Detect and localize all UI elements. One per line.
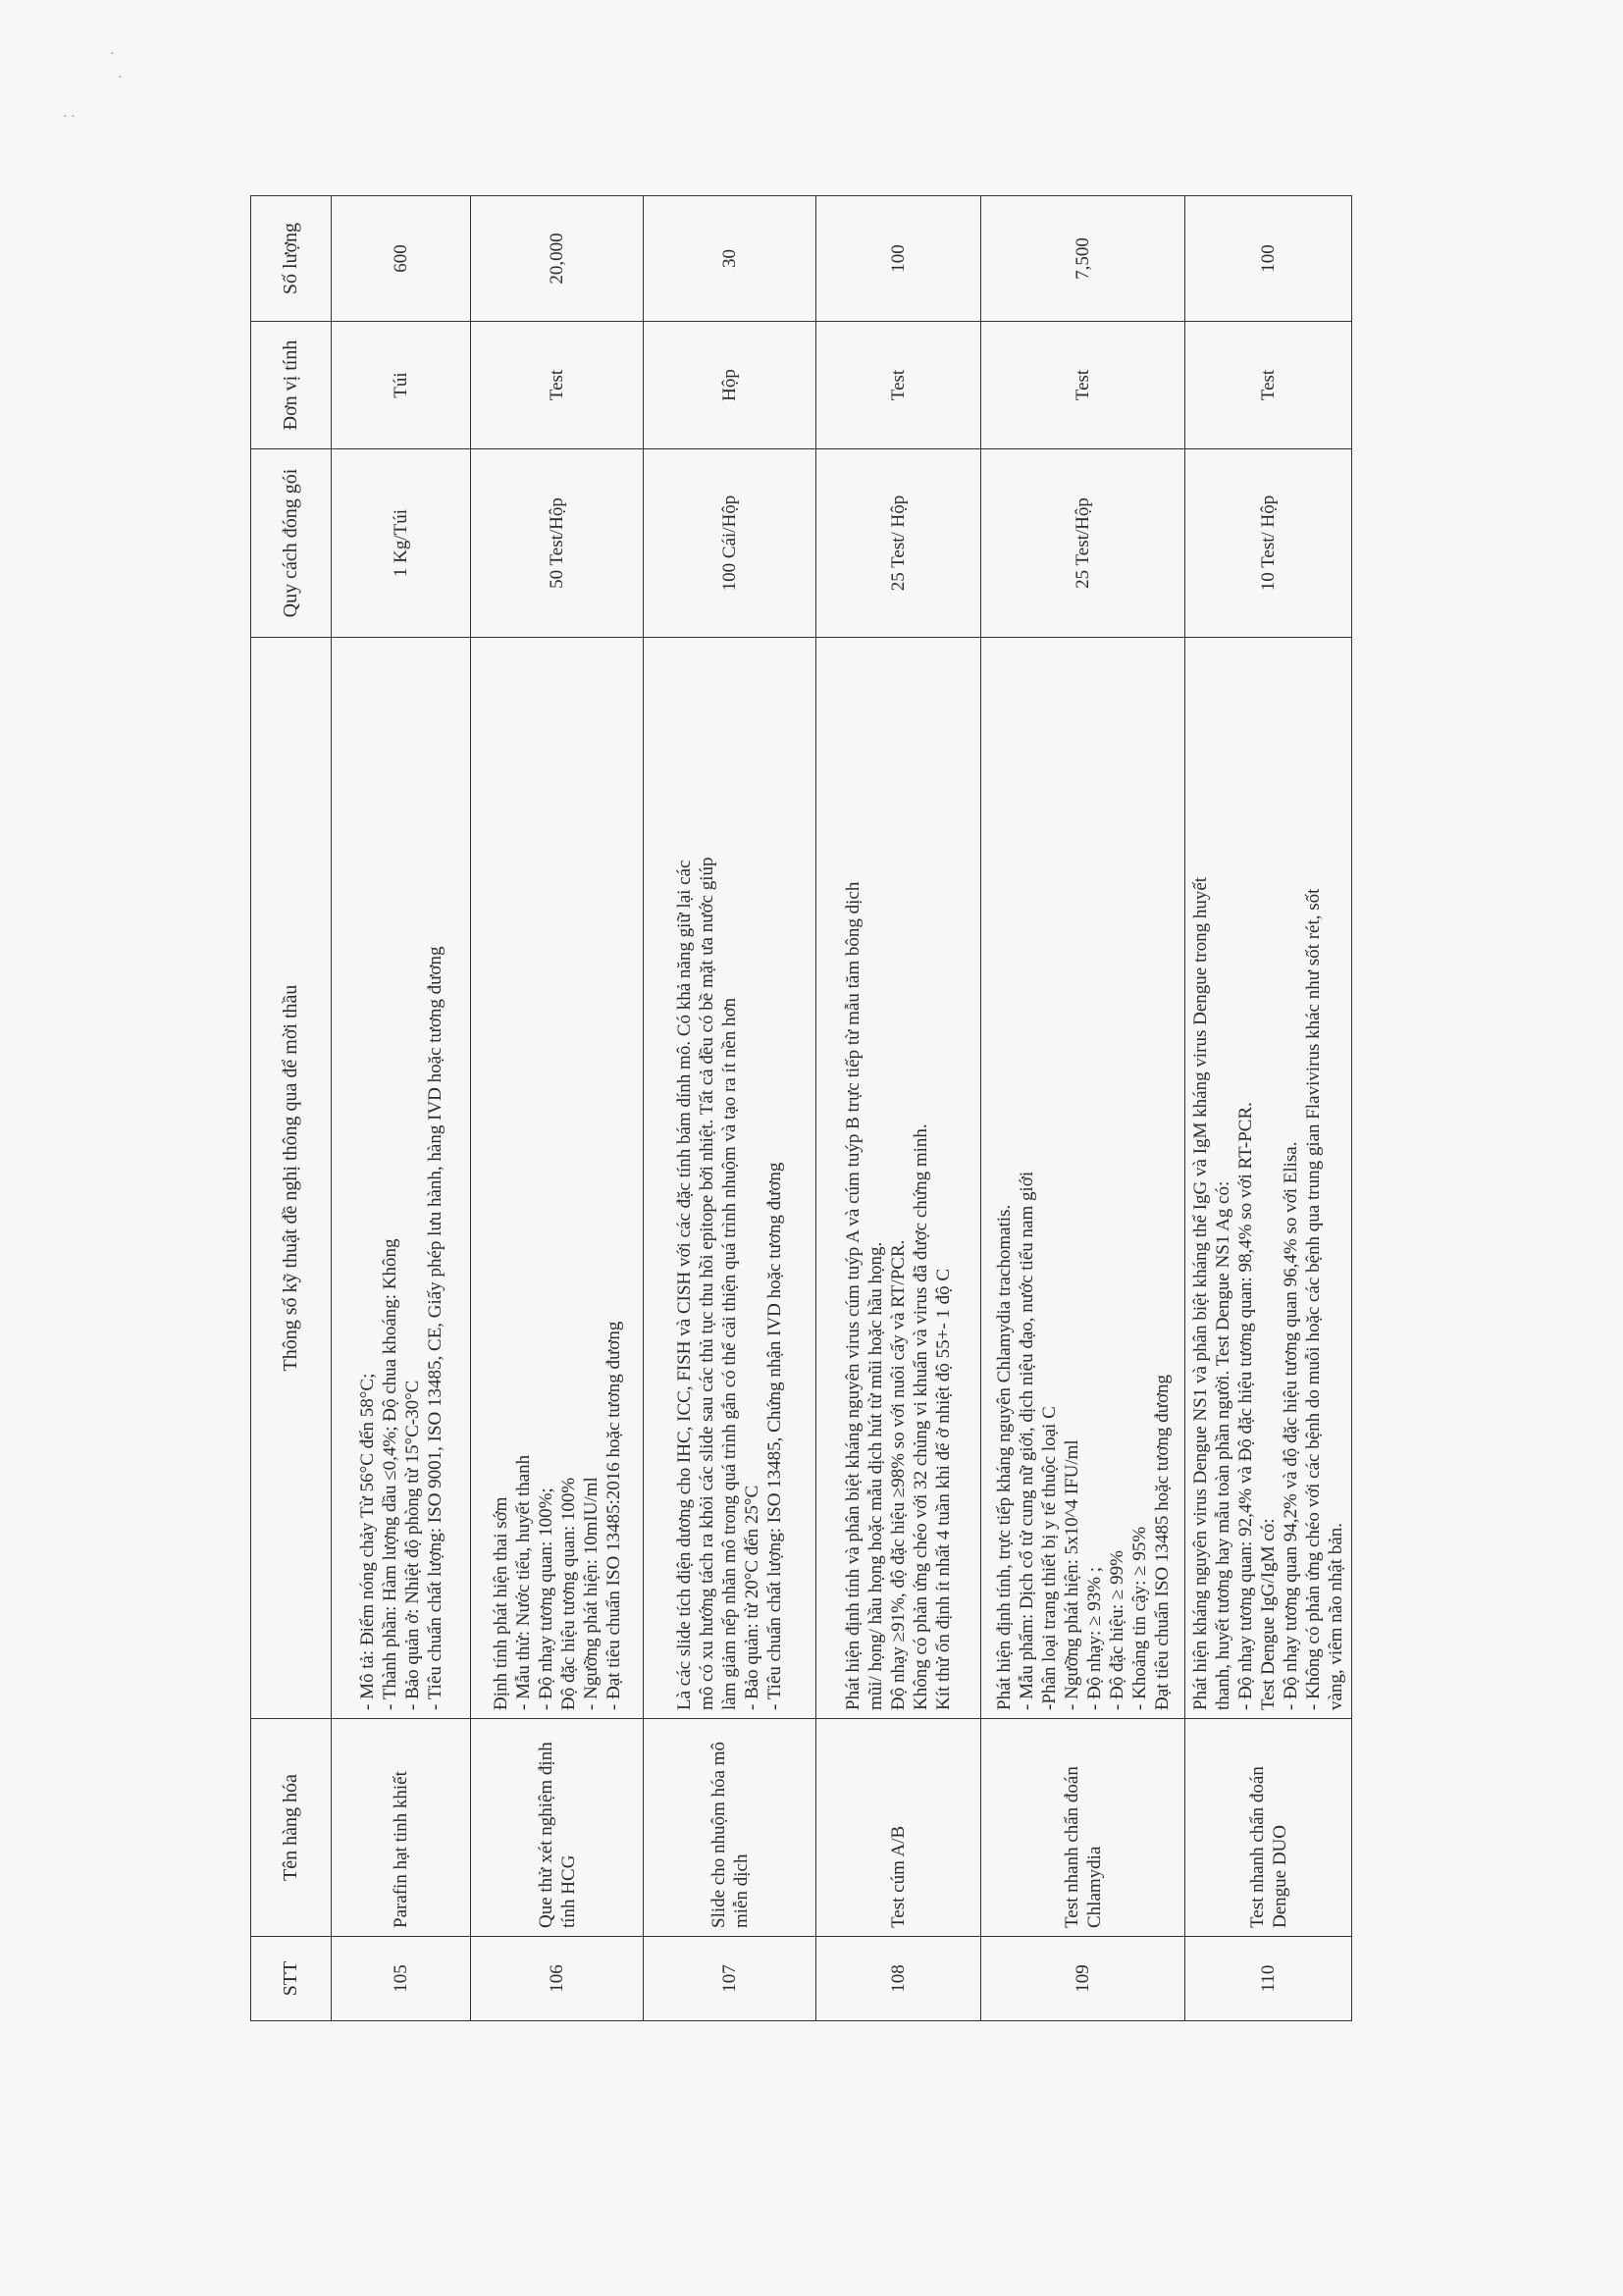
spec-line: - Độ nhạy tương quan: 92,4% và Độ đặc hiệu tương quan: 98,4% so với RT-PCR. [1235, 1102, 1256, 1710]
row-stt: 109 [981, 1937, 1185, 2021]
row-spec [644, 638, 816, 1719]
spec-line: - Tiêu chuẩn chất lượng: ISO 9001, ISO 13485, CE, Giấy phép lưu hành, hàng IVD hoặc tương đương [424, 946, 445, 1710]
header-stt: STT [251, 1937, 332, 2021]
row-name: Test cúm A/B [816, 1719, 981, 1937]
row-name: Test nhanh chẩn đoán Chlamydia [981, 1719, 1185, 1937]
row-qty: 7,500 [981, 196, 1185, 322]
row-pack: 25 Test/ Hộp [816, 449, 981, 638]
row-qty: 30 [644, 196, 816, 322]
spec-line: mô có xu hướng tách ra khỏi các slide sau các thủ tục thu hồi epitope bởi nhiệt. Tất cả đều có bề mặt ưa nước giúp [697, 857, 717, 1710]
table-row [816, 196, 981, 2021]
spec-line: - Bảo quản ở: Nhiệt độ phòng từ 15°C-30°C [401, 1380, 423, 1710]
row-spec [981, 638, 1185, 1719]
row-spec [332, 638, 471, 1719]
row-pack: 10 Test/ Hộp [1185, 449, 1352, 638]
spec-line: - Không có phản ứng chéo với các bệnh do muỗi hoặc các bệnh qua trung gian Flavivirus khác như sốt rét, sốt [1303, 888, 1324, 1710]
table-row [332, 196, 471, 2021]
scan-speck: · [118, 71, 123, 85]
spec-line: Định tính phát hiện thai sớm [490, 1496, 511, 1710]
header-pack: Quy cách đóng gói [251, 449, 332, 638]
row-spec [816, 638, 981, 1719]
row-unit: Test [981, 322, 1185, 449]
table-row [981, 196, 1185, 2021]
row-unit: Test [471, 322, 644, 449]
row-stt: 106 [471, 1937, 644, 2021]
spec-line: Đạt tiêu chuẩn ISO 13485 hoặc tương đương [1151, 1375, 1173, 1710]
row-stt: 107 [644, 1937, 816, 2021]
spec-line: vàng, viêm não nhật bản. [1326, 1522, 1346, 1710]
row-name: Que thử xét nghiệm định tính HCG [471, 1719, 644, 1937]
spec-line: Không có phản ứng chéo với 32 chủng vi khuẩn và virus đã được chứng minh. [911, 1123, 931, 1710]
header-name: Tên hàng hóa [251, 1719, 332, 1937]
spec-line: - Độ nhạy tương quan: 100%; [535, 1487, 556, 1710]
spec-line: - Đạt tiêu chuẩn ISO 13485:2016 hoặc tương đương [602, 1321, 624, 1710]
spec-line: Độ nhạy ≥91%, độ đặc hiệu ≥98% so với nuôi cấy và RT/PCR. [888, 1239, 909, 1710]
row-spec [1185, 638, 1352, 1719]
spec-line: - Mẫu phẩm: Dịch cổ tử cung nữ giới, dịch niệu đạo, nước tiểu nam giới [1016, 1171, 1037, 1710]
spec-line: - Thành phần: Hàm lượng dầu ≤0,4%; Độ chua khoáng: Không [379, 1238, 400, 1710]
spec-line: Là các slide tích điện dương cho IHC, ICC, FISH và CISH với các đặc tính bám dính mô. Có khả năng giữ lại các [674, 860, 695, 1710]
spec-line: làm giảm nếp nhăn mô trong quá trình gắn có thể cải thiện quá trình nhuộm và tạo ra ít nền hơn [719, 997, 740, 1710]
row-qty: 100 [1185, 196, 1352, 322]
row-qty: 100 [816, 196, 981, 322]
row-stt: 110 [1185, 1937, 1352, 2021]
spec-line: mũi/ họng/ hầu họng hoặc mẫu dịch hút từ mũi hoặc hầu họng. [865, 1241, 886, 1710]
spec-line: - Độ nhạy tương quan 94,2% và độ đặc hiệu tương quan 96,4% so với Elisa. [1281, 1141, 1301, 1710]
spec-line: Phát hiện định tính và phân biệt kháng nguyên virus cúm tuýp A và cúm tuýp B trực tiếp từ mẫu tăm bông dịch [843, 881, 864, 1710]
row-pack: 50 Test/Hộp [471, 449, 644, 638]
row-stt: 108 [816, 1937, 981, 2021]
row-name: Parafin hạt tinh khiết [332, 1719, 471, 1937]
row-pack: 1 Kg/Túi [332, 449, 471, 638]
row-unit: Hộp [644, 322, 816, 449]
spec-line: - Mô tả: Điểm nóng chảy Từ 56°C đến 58°C; [356, 1373, 378, 1710]
header-qty: Số lượng [251, 196, 332, 322]
spec-line: thanh, huyết tương hay mẫu toàn phần người. Test Dengue NS1 Ag có: [1213, 1180, 1233, 1710]
header-spec: Thông số kỹ thuật đề nghị thông qua để mời thầu [251, 638, 332, 1719]
row-unit: Túi [332, 322, 471, 449]
spec-line: -Phân loại trang thiết bị y tế thuộc loại C [1038, 1406, 1060, 1710]
spec-line: - Bảo quản: từ 20°C đến 25°C [742, 1485, 762, 1710]
spec-line: Độ đặc hiệu tương quan: 100% [557, 1477, 579, 1710]
row-name: Slide cho nhuộm hóa mô miễn dịch [644, 1719, 816, 1937]
row-pack: 25 Test/Hộp [981, 449, 1185, 638]
spec-line: - Khoảng tin cậy: ≥ 95% [1128, 1526, 1150, 1710]
spec-line: Kít thử ổn định ít nhất 4 tuần khi để ở nhiệt độ 55+- 1 độ C [933, 1268, 954, 1710]
row-spec [471, 638, 644, 1719]
table-row [471, 196, 644, 2021]
row-unit: Test [816, 322, 981, 449]
spec-line: - Ngưỡng phát hiện: 10mIU/ml [580, 1477, 602, 1710]
procurement-spec-table [250, 195, 1352, 2021]
row-name: Test nhanh chẩn đoán Dengue DUO [1185, 1719, 1352, 1937]
spec-line: Test Dengue IgG/IgM có: [1258, 1518, 1279, 1710]
row-pack: 100 Cái/Hộp [644, 449, 816, 638]
spec-line: - Mẫu thử: Nước tiểu, huyết thanh [512, 1454, 534, 1710]
header-row [251, 196, 332, 2021]
spec-line: Phát hiện định tính, trực tiếp kháng nguyên Chlamydia trachomatis. [993, 1204, 1015, 1710]
spec-line: - Ngưỡng phát hiện: 5x10^4 IFU/ml [1061, 1439, 1082, 1710]
scan-speck: · [110, 47, 115, 62]
table-row [644, 196, 816, 2021]
row-unit: Test [1185, 322, 1352, 449]
spec-line: - Độ đặc hiệu: ≥ 99% [1106, 1550, 1127, 1710]
spec-line: Phát hiện kháng nguyên virus Dengue NS1 và phân biệt kháng thể IgG và IgM kháng virus Dengue trong huyết [1190, 876, 1211, 1710]
spec-line: - Độ nhạy: ≥ 93% ; [1083, 1566, 1105, 1710]
row-qty: 20,000 [471, 196, 644, 322]
spec-line: - Tiêu chuẩn chất lượng: ISO 13485, Chứng nhận IVD hoặc tương đương [764, 1162, 785, 1710]
table-row [1185, 196, 1352, 2021]
header-unit: Đơn vị tính [251, 322, 332, 449]
row-qty: 600 [332, 196, 471, 322]
scan-speck: · · [63, 110, 76, 125]
rotated-table-container [250, 196, 1349, 2021]
row-stt: 105 [332, 1937, 471, 2021]
